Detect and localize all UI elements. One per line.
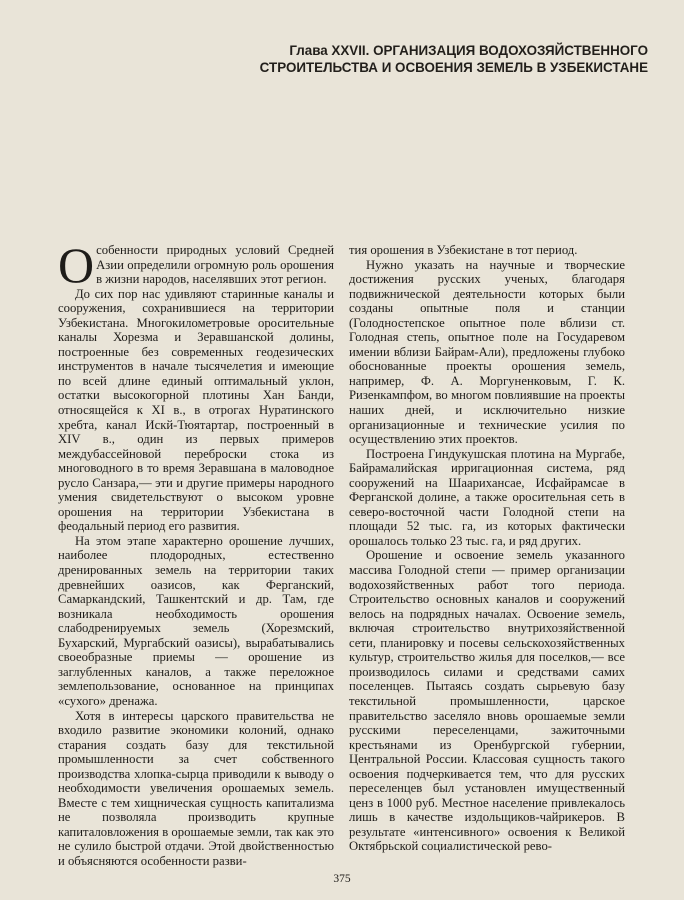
chapter-title — [218, 42, 648, 76]
right-text-column — [349, 243, 625, 854]
page-number: 375 — [333, 873, 351, 885]
paragraph: Хотя в интересы царского правительства не входило развитие экономики колоний, однако старания создать базу для текстильной промышленности за счет собственного производства хлопка-сырца приводили к выводу о необходимости увеличения орошаемых земель. Вместе с тем хищническая сущность капитализма не позволяла производить крупные капиталовложения в орошаемые земли, так как это не сулило быстрой отдачи. Этой двойственностью и объясняются особенности разви- — [58, 708, 334, 868]
paragraph: тия орошения в Узбекистане в тот период. — [349, 243, 578, 257]
left-text-column — [58, 237, 334, 869]
paragraph: Нужно указать на научные и творческие достижения русских ученых, благодаря подвижнической деятельности которых были созданы опытные поля и станции (Голодностепское опытное поле вблизи ст. Голодная степь, опытное поле на Государевом имении вблизи Байрам-Али), предложены глубоко обоснованные проекты орошения земель, например, Ф. А. Моргуненковым, Г. К. Ризенкампфом, во многом повлиявшие на проекты наших дней, и исключительно низкие организационные и технические усилия по осуществлению этих проектов. — [349, 257, 625, 447]
paragraph: До сих пор нас удивляют старинные каналы и сооружения, сохранившиеся на территории Узбекистана. Многокилометровые оросительные каналы Хорезма и Зеравшанской долины, построенные без современных геодезических инструментов в начале тысячелетия и имеющие по всей длине единый оптимальный уклон, остатки высокогорной плотины Хан Банди, относящейся к XI в., в отрогах Нуратинского хребта, канал Искй-Тюятартар, построенный в XIV в., один из первых примеров междубассейновой переброски стока из многоводного в то время Зеравшана в маловодное русло Санзара,— эти и другие примеры народного умения свидетельствуют о высоком уровне орошения на территории Узбекистана в феодальный период его развития. — [58, 286, 334, 534]
paragraph: Орошение и освоение земель указанного массива Голодной степи — пример организации водохозяйственных работ того периода. Строительство основных каналов и сооружений велось на подрядных началах. Освоение земель, включая строительство внутрихозяйственной сети, планировку и посевы сельскохозяйственных культур, строительство жилья для поселков,— все производилось силами и средствами самих поселенцев. Пытаясь создать сырьевую базу текстильной промышленности, царское правительство заселяло вновь орошаемые земли русскими переселенцами, зажиточными крестьянами из Оренбургской губернии, Центральной России. Классовая сущность такого освоения подчеркивается тем, что для русских переселенцев был установлен имущественный ценз в 1000 руб. Местное население привлекалось лишь в качестве издольщиков-чайрикеров. В результате «интенсивного» освоения к Великой Октябрьской социалистической рево- — [349, 548, 625, 854]
paragraph-text: собенности природных условий Средней Азии определили огромную роль орошения в жизни народов, населявших этот регион. — [96, 243, 334, 287]
drop-cap: О — [58, 237, 95, 293]
paragraph: Построена Гиндукушская плотина на Мургабе, Байрамалийская ирригационная система, ряд сооружений на Шаарихансае, Исфайрамсае в Ферганской долине, а также оросительная сеть в северо-восточной части Голодной степи на площади 52 тыс. га, из которых фактически орошалось только 23 тыс. га, и ряд других. — [349, 446, 625, 548]
chapter-title-line-1: Глава XXVII. ОРГАНИЗАЦИЯ ВОДОХОЗЯЙСТВЕННОГО — [289, 43, 648, 58]
paragraph: На этом этапе характерно орошение лучших, наиболее плодородных, естественно дренированных земель на территории таких древнейших оазисов, как Ферганский, Самаркандский, Ташкентский и др. Там, где возникала необходимость орошения слабодренируемых земель (Хорезмский, Бухарский, Мургабский оазисы), вырабатывались своеобразные приемы — орошение из заглубленных каналов, а также переложное землепользование, основанное на принципах «сухого» дренажа. — [58, 533, 334, 708]
paragraph — [58, 237, 334, 293]
chapter-title-line-2: СТРОИТЕЛЬСТВА И ОСВОЕНИЯ ЗЕМЕЛЬ В УЗБЕКИСТАНЕ — [259, 60, 648, 75]
